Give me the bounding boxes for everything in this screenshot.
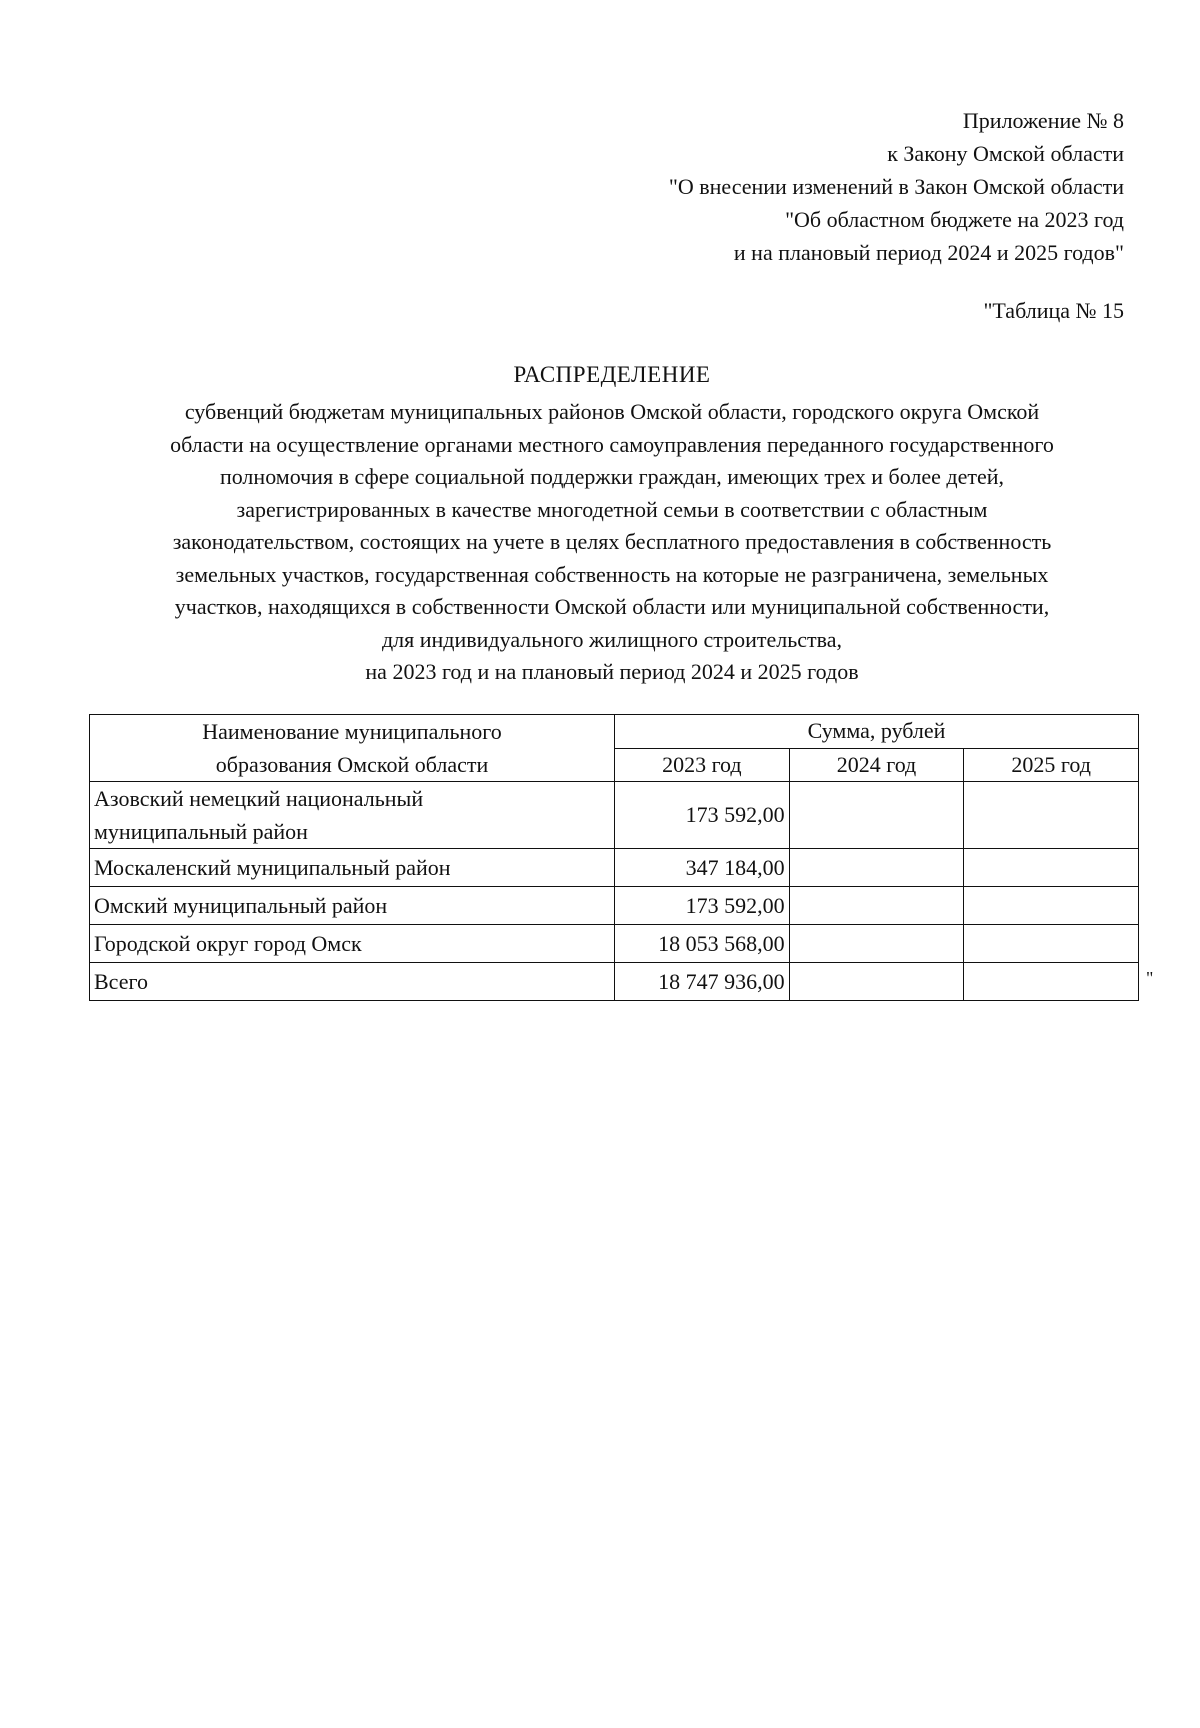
table-row (90, 925, 1139, 963)
value-2025 (964, 782, 1139, 849)
value-2023: 18 053 568,00 (615, 925, 790, 963)
document-subtitle (90, 396, 1134, 689)
value-2024 (789, 925, 964, 963)
header-sum: Сумма, рублей (615, 715, 1139, 749)
table-row-total (90, 963, 1139, 1001)
header-municipality-line2: образования Омской области (215, 752, 489, 777)
subtitle-line: зарегистрированных в качестве многодетной семьи в соответствии с областным (236, 496, 988, 522)
header-municipality (90, 715, 615, 782)
appendix-law-ref: к Закону Омской области (887, 141, 1124, 166)
document-title: РАСПРЕДЕЛЕНИЕ (513, 362, 711, 387)
value-2024 (789, 849, 964, 887)
value-2025 (964, 849, 1139, 887)
row-name: Москаленский муниципальный район (90, 849, 615, 887)
value-2024 (789, 963, 964, 1001)
value-2025 (964, 925, 1139, 963)
table-row (90, 849, 1139, 887)
appendix-law-title-line2: "Об областном бюджете на 2023 год (785, 207, 1124, 232)
header-year-2024: 2024 год (789, 748, 964, 782)
header-municipality-line1: Наименование муниципального (202, 719, 502, 744)
value-2023: 18 747 936,00 (615, 963, 790, 1001)
table-row (90, 887, 1139, 925)
appendix-law-title-line3: и на плановый период 2024 и 2025 годов" (733, 240, 1124, 265)
subtitle-line: законодательством, состоящих на учете в целях бесплатного предоставления в собственность (172, 529, 1052, 554)
subtitle-line: участков, находящихся в собственности Омской области или муниципальной собственности, (174, 594, 1050, 619)
value-2025 (964, 887, 1139, 925)
subtitle-line: земельных участков, государственная собственность на которые не разграничена, земельных (175, 561, 1049, 587)
row-name: Городской округ город Омск (90, 925, 615, 963)
appendix-law-title-line1: "О внесении изменений в Закон Омской области (668, 174, 1124, 199)
value-2024 (789, 782, 964, 849)
value-2023: 347 184,00 (615, 849, 790, 887)
appendix-header (669, 104, 1124, 269)
row-name: Омский муниципальный район (90, 887, 615, 925)
table-number: "Таблица № 15 (983, 298, 1124, 323)
subtitle-line: на 2023 год и на плановый период 2024 и 2025 годов (365, 659, 859, 684)
subtitle-line: субвенций бюджетам муниципальных районов Омской области, городского округа Омской (184, 399, 1040, 424)
row-name-line2: муниципальный район (94, 819, 308, 844)
distribution-table (89, 714, 1139, 1001)
value-2023: 173 592,00 (615, 782, 790, 849)
row-name-line1: Азовский немецкий национальный (94, 786, 424, 811)
subtitle-line: области на осуществление органами местного самоуправления переданного государственного (170, 431, 1054, 457)
subtitle-line: для индивидуального жилищного строительства, (381, 626, 843, 652)
row-name (90, 782, 615, 849)
row-name: Всего (90, 963, 615, 1001)
value-2025 (964, 963, 1139, 1001)
value-2023: 173 592,00 (615, 887, 790, 925)
table-row (90, 782, 1139, 849)
value-2024 (789, 887, 964, 925)
header-year-2025: 2025 год (964, 748, 1139, 782)
subtitle-line: полномочия в сфере социальной поддержки граждан, имеющих трех и более детей, (219, 464, 1005, 489)
closing-quote: " (1146, 968, 1154, 988)
appendix-number: Приложение № 8 (962, 108, 1124, 133)
header-year-2023: 2023 год (615, 748, 790, 782)
